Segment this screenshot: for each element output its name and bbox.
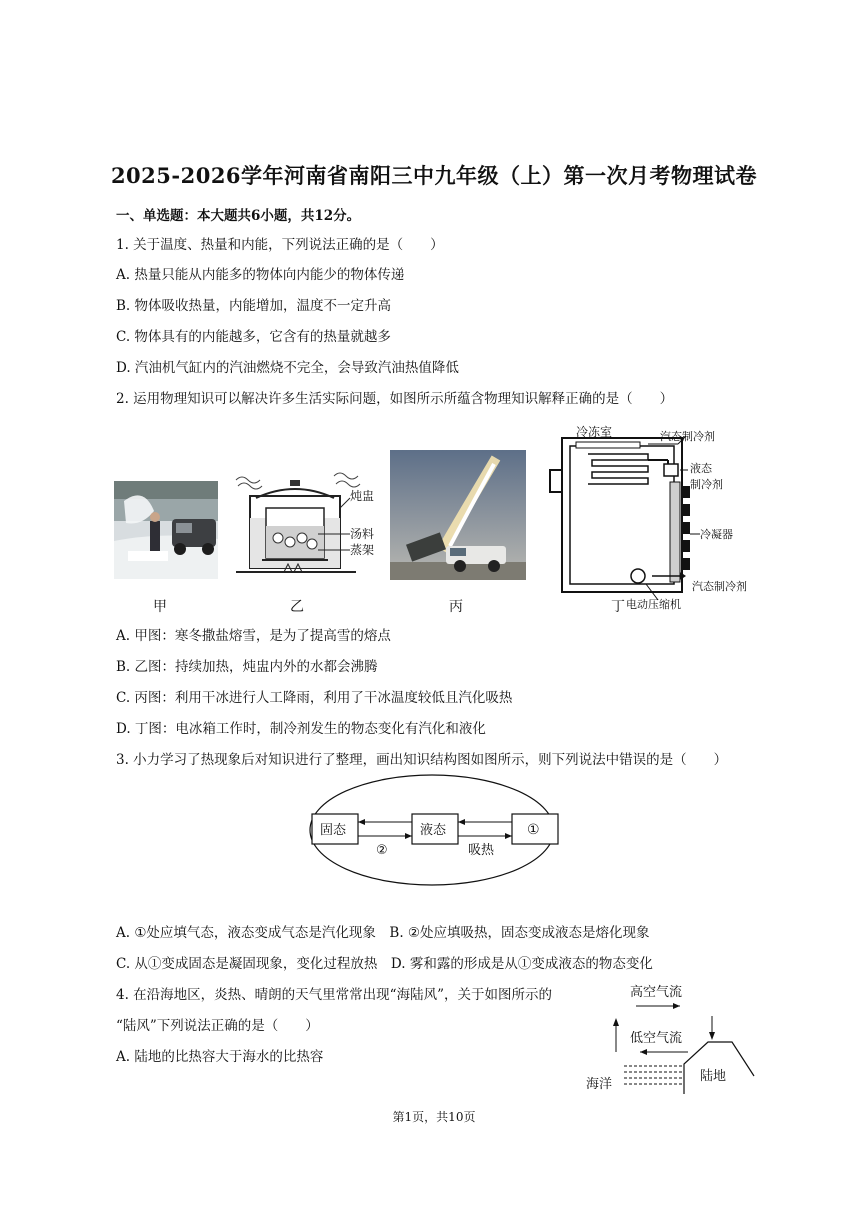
pot-label-dunzhong: 炖盅	[350, 489, 375, 503]
question-1-option-c: C. 物体具有的内能越多，它含有的热量就越多	[116, 329, 391, 345]
refrigerator-diagram	[548, 425, 754, 614]
diagram-liquid: 液态	[420, 823, 447, 838]
sea-land-breeze-diagram	[584, 980, 760, 1098]
state-change-diagram	[296, 772, 568, 888]
image-label-bing: 丙	[449, 599, 463, 615]
section-heading: 一、单选题：本大题共6小题，共12分。	[116, 208, 361, 224]
diagram-low-airflow: 低空气流	[630, 1031, 683, 1046]
image-label-ding: 丁	[611, 599, 625, 615]
fridge-label-compressor: 电动压缩机	[626, 598, 681, 611]
question-3-stem: 3. 小力学习了热现象后对知识进行了整理，画出知识结构图如图所示，则下列说法中错误的是（ ）	[116, 752, 728, 768]
fridge-label-liquid: 液态	[690, 462, 712, 475]
question-4-stem-line1: 4. 在沿海地区，炎热、晴朗的天气里常常出现“海陆风”，关于如图所示的	[116, 987, 552, 1003]
image-label-yi: 乙	[290, 599, 304, 615]
diagram-solid: 固态	[320, 823, 347, 838]
question-3-options-cd: C. 从①变成固态是凝固现象，变化过程放热 D. 雾和露的形成是从①变成液态的物态变化	[116, 956, 653, 972]
question-1-option-a: A. 热量只能从内能多的物体向内能少的物体传递	[116, 267, 405, 283]
fridge-label-refrigerant: 制冷剂	[690, 478, 723, 491]
rocket-launch-photo	[390, 450, 526, 580]
double-boiler-diagram	[222, 468, 382, 583]
image-label-jia: 甲	[153, 599, 167, 615]
diagram-sea: 海洋	[586, 1077, 613, 1092]
question-2-option-a: A. 甲图：寒冬撒盐熔雪，是为了提高雪的熔点	[116, 628, 391, 644]
pot-label-tangliao: 汤料	[350, 527, 375, 541]
question-2-stem: 2. 运用物理知识可以解决许多生活实际问题，如图所示所蕴含物理知识解释正确的是（ ）	[116, 391, 674, 407]
question-2-option-c: C. 丙图：利用干冰进行人工降雨，利用了干冰温度较低且汽化吸热	[116, 690, 513, 706]
question-4-option-a: A. 陆地的比热容大于海水的比热容	[116, 1049, 324, 1065]
question-3-options-ab: A. ①处应填气态，液态变成气态是汽化现象 B. ②处应填吸热，固态变成液态是熔化现象	[116, 925, 650, 941]
snow-salting-photo	[114, 481, 218, 579]
question-2-option-d: D. 丁图：电冰箱工作时，制冷剂发生的物态变化有汽化和液化	[116, 721, 486, 737]
fridge-label-freezer: 冷冻室	[576, 425, 613, 439]
diagram-absorb-heat: 吸热	[468, 843, 495, 858]
question-2-option-b: B. 乙图：持续加热，炖盅内外的水都会沸腾	[116, 659, 378, 675]
diagram-circle-two: ②	[376, 843, 388, 858]
diagram-circle-one: ①	[527, 822, 540, 838]
question-4-stem-line2: “陆风”下列说法正确的是（ ）	[116, 1018, 319, 1034]
question-1-option-b: B. 物体吸收热量，内能增加，温度不一定升高	[116, 298, 392, 314]
fridge-label-condenser: 冷凝器	[700, 528, 733, 541]
diagram-high-airflow: 高空气流	[630, 985, 683, 1000]
question-1-option-d: D. 汽油机气缸内的汽油燃烧不完全，会导致汽油热值降低	[116, 360, 459, 376]
page-footer: 第1页，共10页	[392, 1110, 476, 1124]
pot-label-zhengjia: 蒸架	[350, 543, 375, 557]
page-title: 2025-2026学年河南省南阳三中九年级（上）第一次月考物理试卷	[110, 163, 758, 188]
question-1-stem: 1. 关于温度、热量和内能，下列说法正确的是（ ）	[116, 237, 444, 253]
fridge-label-gas-refrigerant-top: 汽态制冷剂	[660, 430, 715, 443]
diagram-land: 陆地	[700, 1069, 727, 1084]
fridge-label-gas-refrigerant-bottom: 汽态制冷剂	[692, 580, 747, 593]
